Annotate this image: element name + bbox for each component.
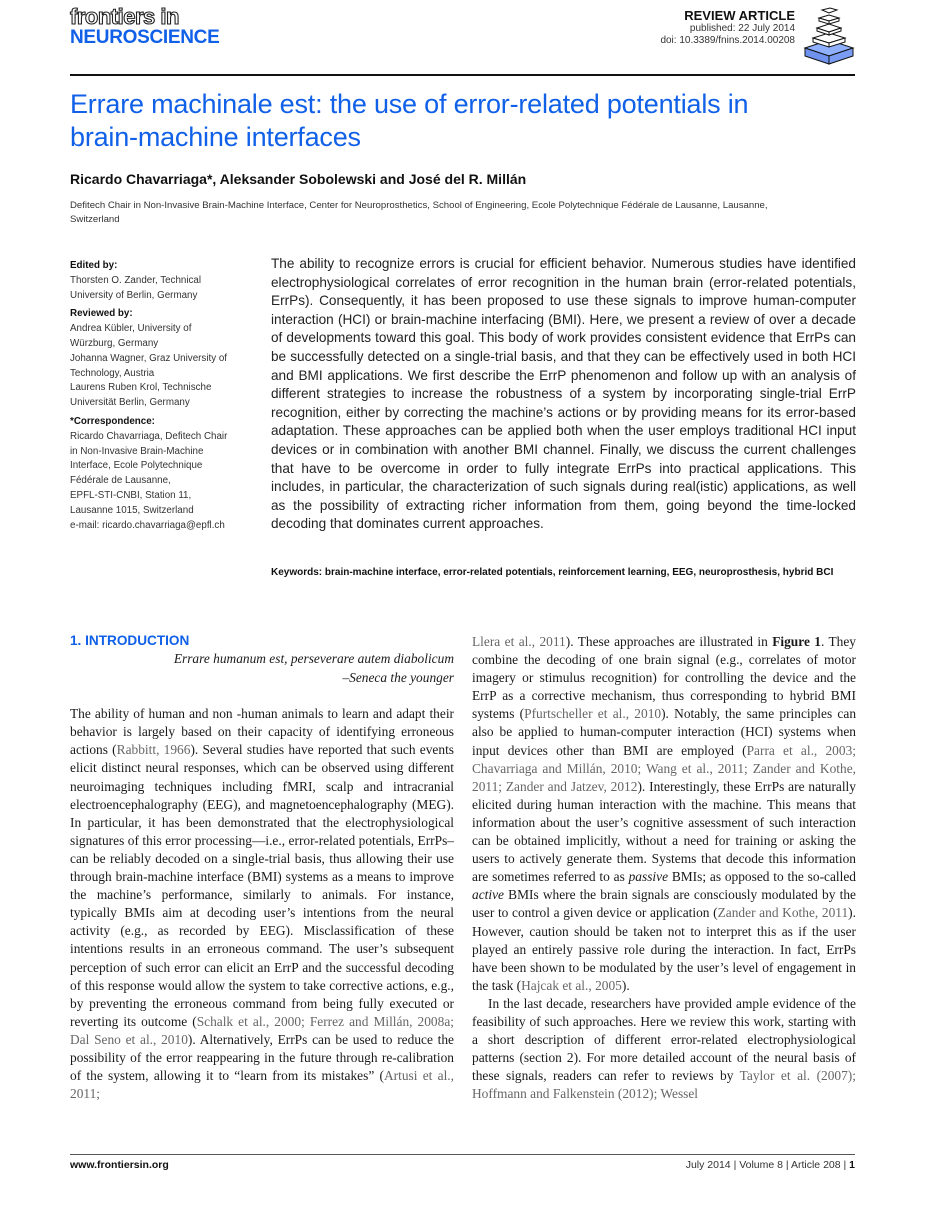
header-divider <box>70 74 855 76</box>
text-run: BMIs where the brain signals are consciously modulated by the user to control a given device or application ( <box>472 887 856 921</box>
correspondence-line: Fédérale de Lausanne, <box>70 475 171 487</box>
affiliation-line-1: Defitech Chair in Non-Invasive Brain-Machine Interface, Center for Neuroprosthetics, School of Engineering, Ecole Polytechnique Fédérale de Lausanne, Lausanne, <box>70 200 768 211</box>
citation-link[interactable]: Taylor et al. (2007); Hoffmann and Falkenstein (2012); Wessel <box>472 1068 856 1102</box>
text-run: ). <box>621 977 630 993</box>
citation-link[interactable]: Zander and Kothe, 2011 <box>717 905 849 921</box>
journal-logo-line2: NEUROSCIENCE <box>70 27 220 48</box>
title-line-1: Errare machinale est: the use of error-related potentials in <box>70 89 749 119</box>
epigraph-quote: Errare humanum est, perseverare autem diabolicum <box>173 651 454 666</box>
body-column-left <box>70 632 454 1103</box>
text-run: ). Several studies have reported that such events elicit distinct neural responses, which can be observed using different neuroimaging techniques including fMRI, scalp and intracranial electroencephalography (EEG), and magnetoencephalography (MEG). In particular, it has been demonstrated that the electrophysiological signatures of this error processing—i.e., error-related potentials, ErrPs– can be reliably decoded on a single-trial basis, thus allowing their use through brain-machine interface (BMI) systems as a means to improve the machine’s performance, similarly to animals. For instance, typically BMIs aim at decoding user’s intentions from the neural activity (e.g., as recorded by EEG). Misclassification of these intentions results in an erroneous command. The user’s subsequent perception of such error can elicit an ErrP and the successful decoding of this response would allow the system to take corrective actions, e.g., by preventing the erroneous command from being fully executed or reverting its outcome ( <box>70 742 454 1029</box>
stacked-layers-icon <box>799 4 855 66</box>
reviewer-line: Würzburg, Germany <box>70 337 159 349</box>
reviewer-line: Technology, Austria <box>70 367 155 379</box>
citation-link[interactable]: Hajcak et al., 2005 <box>521 977 622 993</box>
text-run: ). Interestingly, these ErrPs are naturally elicited during human interaction with the machine. This means that information about the user’s cognitive assessment of such interaction can be obtained implicitly, without a need for training or asking the users to actively generate them. Systems that decode this information are sometimes referred to as <box>472 778 856 885</box>
keywords: Keywords: brain-machine interface, error-related potentials, reinforcement learning, EEG, neuroprosthesis, hybrid BCI <box>271 567 834 578</box>
correspondence-line: Interface, Ecole Polytechnique <box>70 460 203 472</box>
reviewed-by-label: Reviewed by: <box>70 308 133 320</box>
spacer <box>70 687 454 705</box>
correspondence-line: Ricardo Chavarriaga, Defitech Chair <box>70 430 228 442</box>
citation-link[interactable]: Llera et al., 2011 <box>472 634 566 649</box>
intro-paragraph-2 <box>472 995 856 1104</box>
journal-header <box>70 0 855 76</box>
edited-by-label: Edited by: <box>70 260 118 271</box>
doi: doi: 10.3389/fnins.2014.00208 <box>660 35 795 46</box>
footer-divider <box>70 1154 855 1155</box>
citation-link[interactable]: Artusi et al., 2011; <box>70 1068 454 1102</box>
emphasis: active <box>472 887 504 903</box>
issue-info <box>686 1159 855 1171</box>
correspondence-email[interactable]: e-mail: ricardo.chavarriaga@epfl.ch <box>70 519 225 531</box>
epigraph-attribution: –Seneca the younger <box>342 669 454 685</box>
article-type: REVIEW ARTICLE <box>684 8 795 23</box>
epigraph <box>70 650 454 687</box>
reviewer-line: Laurens Ruben Krol, Technische <box>70 382 212 394</box>
figure-reference[interactable]: Figure 1 <box>772 634 821 649</box>
text-run: . They combine the decoding of one brain signal (e.g., correlates of motor imagery or stimulus recognition) for controlling the device and the ErrP as a corrective mechanism, thus corresponding to hybrid BMI systems ( <box>472 634 856 722</box>
reviewer-line: Universität Berlin, Germany <box>70 397 190 409</box>
correspondence-line: EPFL-STI-CNBI, Station 11, <box>70 489 192 501</box>
affiliation-line-2: Switzerland <box>70 214 120 225</box>
issue-details: July 2014 | Volume 8 | Article 208 | <box>685 1159 850 1171</box>
affiliation <box>70 199 860 227</box>
correspondence-label: *Correspondence: <box>70 415 155 427</box>
reviewer-line: Johanna Wagner, Graz University of <box>70 352 228 364</box>
journal-website-link[interactable]: www.frontiersin.org <box>70 1159 169 1171</box>
citation-link[interactable]: Rabbitt, 1966 <box>116 742 191 758</box>
text-run: The ability of human and non -human animals to learn and adapt their behavior is largely based on their capacity of identifying erroneous actions ( <box>70 706 454 758</box>
intro-paragraph-1 <box>70 705 454 1103</box>
editor-line: University of Berlin, Germany <box>70 289 198 301</box>
text-run: In the last decade, researchers have provided ample evidence of the feasibility of such approaches. Here we review this work, starting with a short description of different error-related electrophysiological patterns (section 2). For more detailed account of the neural basis of these signals, readers can refer to reviews by <box>472 995 856 1084</box>
text-run: ). Alternatively, ErrPs can be used to reduce the possibility of the error reappearing in the future through re-calibration of the system, allowing it to “learn from its mistakes” ( <box>70 1031 454 1084</box>
emphasis: passive <box>628 869 669 885</box>
section-heading-introduction: 1. INTRODUCTION <box>70 633 190 648</box>
text-run: ). These approaches are illustrated in <box>565 634 773 649</box>
published-date: published: 22 July 2014 <box>689 23 795 34</box>
correspondence-line: Lausanne 1015, Switzerland <box>70 504 194 516</box>
body-column-right <box>472 633 856 1103</box>
article-title <box>70 88 860 154</box>
reviewer-line: Andrea Kübler, University of <box>70 323 192 335</box>
correspondence-line: in Non-Invasive Brain-Machine <box>70 445 204 457</box>
intro-paragraph-1-cont <box>472 633 856 995</box>
citation-link[interactable]: Schalk et al., 2000; Ferrez and Millán, 2008a; Dal Seno et al., 2010 <box>70 1013 454 1047</box>
editorial-sidebar <box>70 259 255 533</box>
text-run: ). However, caution should be taken not to interpret this as if the user played an entirely passive role during the interaction. In fact, ErrPs have been shown to be modulated by the user’s level of engagement in the task ( <box>472 905 856 993</box>
editor-line: Thorsten O. Zander, Technical <box>70 274 202 286</box>
title-line-2: brain-machine interfaces <box>70 122 361 152</box>
abstract: The ability to recognize errors is crucial for efficient behavior. Numerous studies have identified electrophysiological correlates of error recognition in the human brain (error-related potentials, ErrPs). Consequently, it has been proposed to use these signals to improve human-computer interaction (HCI) or brain-machine interfacing (BMI). Here, we present a review of over a decade of developments toward this goal. This body of work provides consistent evidence that ErrPs can be successfully detected on a single-trial basis, and that they can be effectively used in both HCI and BMI applications. We first describe the ErrP phenomenon and follow up with an analysis of different strategies to increase the robustness of a system by incorporating single-trial ErrP recognition, either by correcting the machine’s actions or by providing means for its error-based adaptation. These approaches can be applied both when the user employs traditional HCI input devices or in combination with another BMI channel. Finally, we discuss the current challenges that have to be overcome in order to fully integrate ErrPs into practical applications. This includes, in particular, the characterization of such signals during real(istic) applications, as well as the possibility of extracting richer information from them, going beyond the time-locked decoding that dominates current approaches. <box>271 256 856 532</box>
citation-link[interactable]: Parra et al., 2003; Chavarriaga and Millán, 2010; Wang et al., 2011; Zander and Kothe, 2011; Zander and Jatzev, 2012 <box>472 742 856 794</box>
page-number: 1 <box>849 1159 855 1171</box>
text-run: BMIs; as opposed to the so-called <box>668 869 856 885</box>
article-meta <box>660 8 795 47</box>
text-run: ). Notably, the same principles can also be applied to human-computer interaction (HCI) systems when input devices other than BMI are employed ( <box>472 706 857 758</box>
author-list: Ricardo Chavarriaga*, Aleksander Sobolewski and José del R. Millán <box>70 171 527 187</box>
journal-logo-line1: frontiers in <box>70 4 179 29</box>
citation-link[interactable]: Pfurtscheller et al., 2010 <box>524 706 662 722</box>
